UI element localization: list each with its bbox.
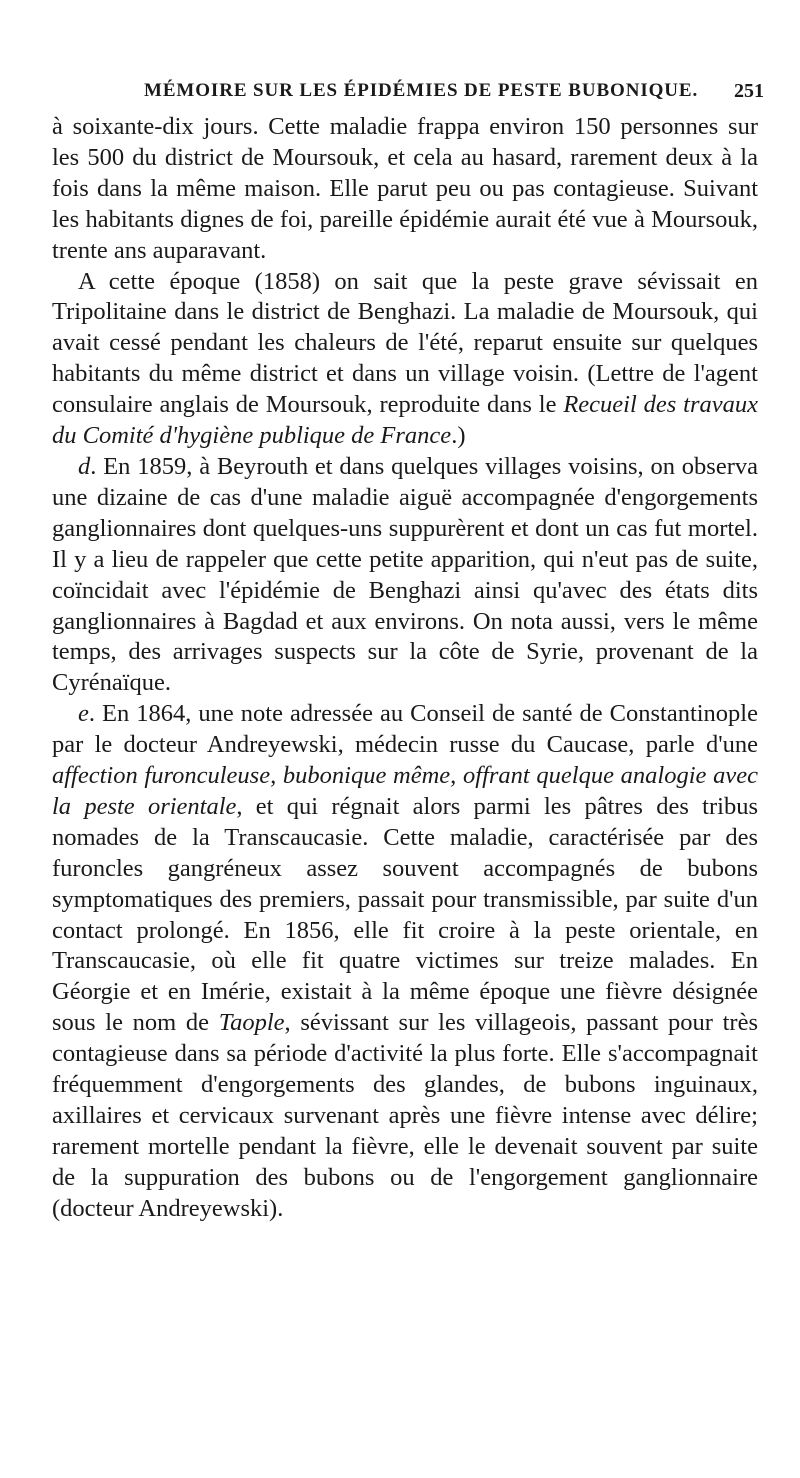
paragraph: [52, 112, 758, 267]
paragraph: [52, 452, 758, 699]
text-segment: A cette époque (1858) on sait que la peste grave sévissait en Tripolitaine dans le district de Benghazi. La maladie de Moursouk, qui avait cessé pendant les chaleurs de l'été, reparut ensuite sur quelques habitants du même district et dans un village voisin. (Lettre de l'agent consulaire anglais de Moursouk, reproduite dans le: [52, 267, 758, 419]
text-segment: . En 1864, une note adressée au Conseil de santé de Constantinople par le docteur Andreyewski, médecin russe du Caucase, parle d'une: [52, 700, 758, 759]
italic-text-segment: affection furonculeuse, bubonique même, offrant quelque analogie avec la peste orientale: [52, 762, 758, 820]
italic-text-segment: Taople: [218, 1009, 285, 1037]
text-segment: à soixante-dix jours. Cette maladie frappa environ 150 personnes sur les 500 du district de Moursouk, et cela au hasard, rarement deux à la fois dans la même maison. Elle parut peu ou pas contagieuse. Suivant les habitants dignes de foi, pareille épidémie aurait été vue à Moursouk, trente ans auparavant.: [52, 113, 758, 264]
document-page: [52, 80, 764, 1225]
italic-text-segment: e: [78, 700, 89, 728]
running-title: MÉMOIRE SUR LES ÉPIDÉMIES DE PESTE BUBONIQUE.: [144, 80, 699, 101]
text-segment: , et qui régnait alors parmi les pâtres des tribus nomades de la Transcaucasie. Cette maladie, caractérisée par des furoncles gangréneux assez souvent accompagnés de bubons symptomatiques des premiers, passait pour transmissible, par suite d'un contact prolongé. En 1856, elle fit croire à la peste orientale, en Transcaucasie, où elle fit quatre victimes sur treize malades. En Géorgie et en Imérie, existait à la même époque une fièvre désignée sous le nom de: [52, 792, 758, 1037]
body-text: [52, 112, 758, 1225]
italic-text-segment: d: [78, 452, 91, 480]
running-head: [52, 80, 764, 112]
page-number: 251: [734, 80, 764, 102]
text-segment: , sévissant sur les villageois, passant pour très contagieuse dans sa période d'activité la plus forte. Elle s'accompagnait fréquemment d'engorgements des glandes, de bubons inguinaux, axillaires et cervicaux survenant après une fièvre intense avec délire; rarement mortelle pendant la fièvre, elle le devenait souvent par suite de la suppuration des bubons ou de l'engorgement ganglionnaire (docteur Andreyewski).: [52, 1009, 758, 1222]
italic-text-segment: Recueil des travaux du Comité d'hygiène publique de France: [52, 391, 758, 450]
text-segment: .): [451, 422, 466, 450]
paragraph: [52, 267, 758, 452]
text-segment: . En 1859, à Beyrouth et dans quelques villages voisins, on observa une dizaine de cas d'une maladie aiguë accompagnée d'engorgements ganglionnaires dont quelques-uns suppurèrent et dont un cas fut mortel. Il y a lieu de rappeler que cette petite apparition, qui n'eut pas de suite, coïncidait avec l'épidémie de Benghazi ainsi qu'avec des états dits ganglionnaires à Bagdad et aux environs. On nota aussi, vers le même temps, des arrivages suspects sur la côte de Syrie, provenant de la Cyrénaïque.: [52, 452, 758, 697]
paragraph: [52, 699, 758, 1224]
